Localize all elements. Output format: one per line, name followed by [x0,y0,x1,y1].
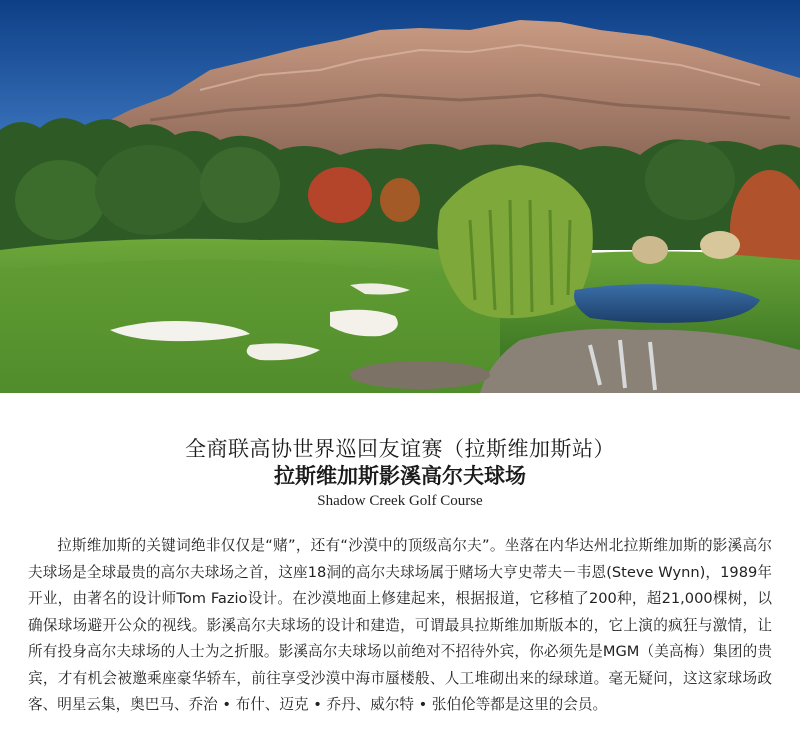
article-body: 拉斯维加斯的关键词绝非仅仅是“赌”，还有“沙漠中的顶级高尔夫”。坐落在内华达州北拉斯维加斯的影溪高尔夫球场是全球最贵的高尔夫球场之首，这座18洞的高尔夫球场属于赌场大亨史蒂夫－韦恩(Steve Wynn)，1989年开业，由著名的设计师Tom Fazio设计。在沙漠地面上修建起来，根据报道，它移植了200种，超21,000棵树，以确保球场避开公众的视线。影溪高尔夫球场的设计和建造，可谓最具拉斯维加斯版本的，它上演的疯狂与激情，让所有投身高尔夫球场的人士为之折服。影溪高尔夫球场以前绝对不招待外宾，你必须先是MGM（美高梅）集团的贵宾，才有机会被邀乘座豪华轿车，前往享受沙漠中海市蜃楼般、人工堆砌出来的绿球道。毫无疑问，这这家球场政客、明星云集，奥巴马、乔治 • 布什、迈克 • 乔丹、威尔特 • 张伯伦等都是这里的会员。 [28,537,772,713]
article-subtitle: 拉斯维加斯影溪高尔夫球场 [274,463,526,488]
article-header [0,436,800,512]
article-title: 全商联高协世界巡回友谊赛（拉斯维加斯站） [185,437,615,461]
article-english-title: Shadow Creek Golf Course [317,493,483,509]
autumn-tree [308,167,372,223]
